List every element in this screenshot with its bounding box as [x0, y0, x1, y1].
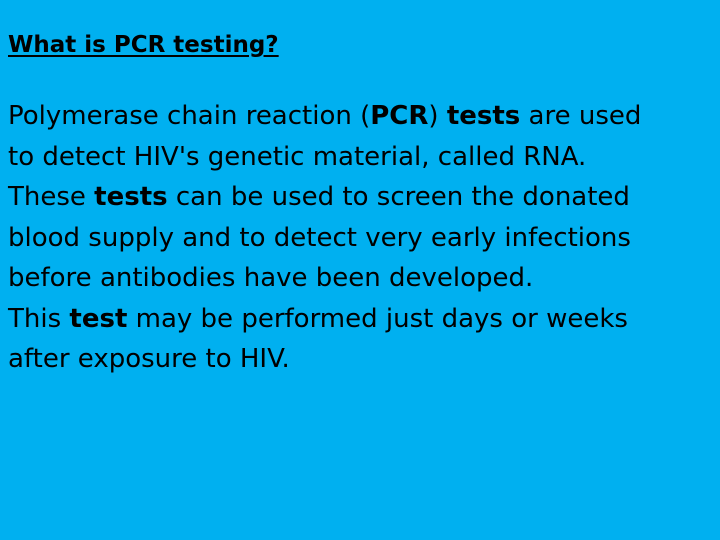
bold-term-tests: tests	[446, 101, 521, 131]
text-segment: blood supply and to detect very early infections	[8, 222, 631, 253]
body-line-6	[8, 299, 714, 340]
text-segment: can be used to screen the donated	[167, 182, 630, 212]
body-line-5	[8, 258, 714, 299]
text-segment: This	[8, 303, 70, 334]
body-line-3	[8, 177, 714, 218]
text-segment: may be performed just days or weeks	[127, 303, 628, 334]
text-segment: Polymerase chain reaction (	[8, 101, 371, 131]
body-line-1	[8, 96, 714, 137]
bold-term-pcr: PCR	[370, 101, 429, 131]
bold-term-test: test	[69, 303, 128, 334]
text-segment: are used	[520, 101, 642, 131]
text-segment: to detect HIV's genetic material, called RNA.	[8, 141, 587, 172]
text-segment: These	[8, 182, 95, 212]
body-line-7	[8, 339, 714, 380]
body-line-4	[8, 218, 714, 259]
text-segment: before antibodies have been developed.	[8, 263, 534, 293]
bold-term-tests: tests	[94, 182, 168, 212]
slide-title: What is PCR testing?	[8, 32, 279, 58]
text-segment: after exposure to HIV.	[8, 344, 290, 374]
slide-body	[8, 96, 714, 380]
body-line-2	[8, 137, 714, 178]
text-segment: )	[428, 101, 447, 131]
